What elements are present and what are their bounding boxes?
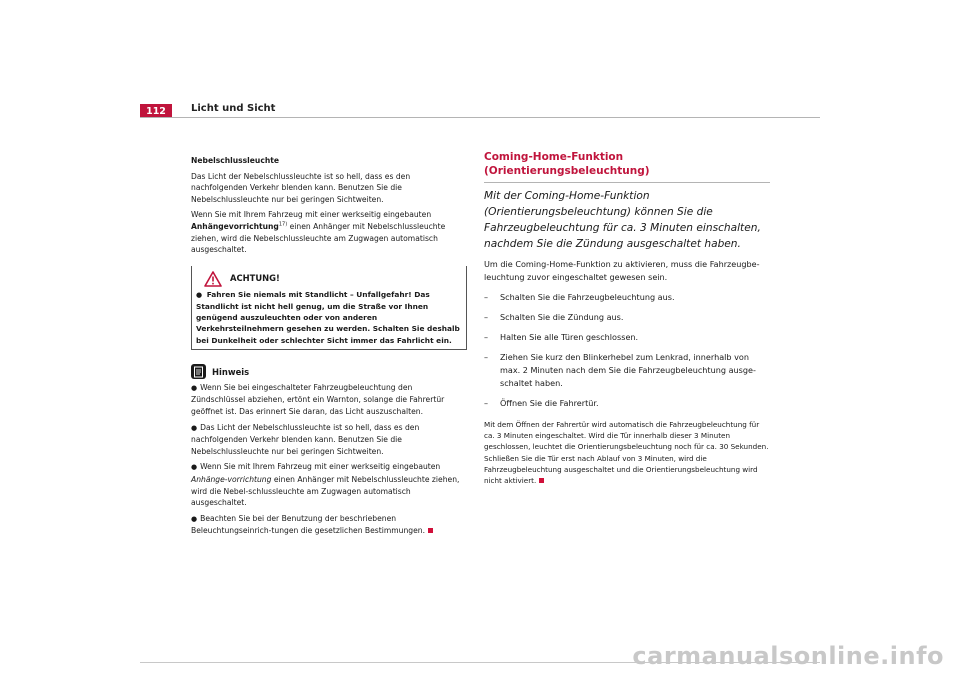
footnote-ref[interactable]: 17) [278, 221, 288, 228]
dash: – [484, 312, 489, 322]
warning-header [196, 266, 462, 289]
bullet: ● [191, 423, 198, 432]
warning-title: ACHTUNG! [230, 272, 280, 283]
note-title: Hinweis [212, 367, 250, 378]
left-column [191, 155, 467, 541]
step-item [484, 311, 770, 324]
paragraph-2-start: Wenn Sie mit Ihrem Fahrzeug mit einer werkseitig eingebauten [191, 210, 432, 220]
note-header [191, 364, 467, 379]
note-list [191, 382, 467, 537]
paragraph-2 [191, 209, 467, 255]
bullet: ● [191, 463, 198, 472]
section-rule [484, 182, 770, 183]
closing-text: Mit dem Öffnen der Fahrertür wird automatisch die Fahrzeugbeleuchtung für ca. 3 Minuten eingeschaltet. Wird die Tür innerhalb dieser 3 Minuten geschlossen, leuchtet die Orientierungsbeleuchtung noch für ca. 30 Sekunden. Schließen Sie die Tür erst nach Ablauf von 3 Minuten, wird die Fahrzeugbeleuchtung ausgeschaltet und die Orientierungsbeleuchtung wird nicht aktiviert. [484, 420, 769, 486]
step-text: Öffnen Sie die Fahrertür. [500, 398, 599, 408]
header-rule [140, 117, 820, 118]
note-item [191, 513, 467, 537]
note-item-italic: Anhänge-vorrichtung [191, 474, 272, 484]
dash: – [484, 398, 489, 408]
note-item [191, 461, 467, 508]
step-item [484, 331, 770, 344]
dash: – [484, 332, 489, 342]
watermark[interactable]: carmanualsonline.info [632, 642, 944, 670]
bullet: ● [191, 383, 198, 392]
step-item [484, 351, 770, 390]
warning-triangle-icon [204, 271, 222, 287]
dash: – [484, 352, 489, 362]
steps-list [484, 291, 770, 410]
warning-box [191, 266, 467, 350]
note-item-text: Wenn Sie bei eingeschalteter Fahrzeugbeleuchtung den Zündschlüssel abziehen, ertönt ein Warnton, solange die Fahrertür geöffnet ist. Das erinnert Sie daran, das Licht auszuschalten. [191, 382, 445, 416]
note-item-text: Das Licht der Nebelschlussleuchte ist so hell, dass es den nachfolgenden Verkehr blenden kann. Benutzen Sie die Nebelschlussleuchte nur bei geringen Sichtweiten. [191, 422, 420, 456]
intro-paragraph: Um die Coming-Home-Funktion zu aktivieren, muss die Fahrzeugbe-leuchtung zuvor eingeschaltet gewesen sein. [484, 259, 760, 282]
lead-paragraph: Mit der Coming-Home-Funktion (Orientierungsbeleuchtung) können Sie die Fahrzeugbeleuchtung für ca. 3 Minuten einschalten, nachdem Sie die Zündung ausgeschaltet haben. [484, 190, 761, 250]
warning-body: Fahren Sie niemals mit Standlicht – Unfallgefahr! Das Standlicht ist nicht hell genug, um die Straße vor Ihnen genügend auszuleuchten oder von anderen Verkehrsteilnehmern gesehen zu werden. Schalten Sie deshalb bei Dunkelheit oder schlechter Sicht immer das Fahrlicht ein. [196, 289, 460, 345]
page-number: 112 [140, 104, 172, 118]
step-item [484, 291, 770, 304]
dash: – [484, 292, 489, 302]
step-item [484, 397, 770, 410]
step-text: Schalten Sie die Fahrzeugbeleuchtung aus. [500, 292, 675, 302]
paragraph-1: Das Licht der Nebelschlussleuchte ist so hell, dass es den nachfolgenden Verkehr blenden kann. Benutzen Sie die Nebelschlussleuchte nur bei geringen Sichtweiten. [191, 171, 411, 204]
bullet: ● [196, 290, 203, 299]
bullet: ● [191, 514, 198, 523]
paragraph-2-end: einen Anhänger mit Nebelschlussleuchte ziehen, wird die Nebelschlussleuchte am Zugwagen automatisch ausgeschaltet. [191, 221, 446, 255]
running-title: Licht und Sicht [191, 103, 276, 114]
note-item-text: Beachten Sie bei der Benutzung der beschriebenen Beleuchtungseinrich-tungen die gesetzlichen Bestimmungen. [191, 513, 425, 536]
note-item [191, 382, 467, 418]
term-anhaengevorrichtung: Anhängevorrichtung [191, 221, 279, 231]
note-item-text: einen Anhänger mit Nebelschlussleuchte ziehen, wird die Nebel-schlussleuchte am Zugwagen automatisch ausgeschaltet. [191, 474, 460, 508]
note-icon [191, 364, 206, 379]
end-mark [428, 528, 433, 533]
end-mark [539, 478, 544, 483]
subheading-nebelschlussleuchte: Nebelschlussleuchte [191, 156, 280, 165]
step-text: Schalten Sie die Zündung aus. [500, 312, 624, 322]
note-item-text: Wenn Sie mit Ihrem Fahrzeug mit einer werkseitig eingebauten [200, 462, 441, 472]
closing-paragraph [484, 419, 770, 486]
step-text: Ziehen Sie kurz den Blinkerhebel zum Lenkrad, innerhalb von max. 2 Minuten nach dem Sie die Fahrzeugbeleuchtung ausge-schaltet haben. [500, 352, 756, 388]
step-text: Halten Sie alle Türen geschlossen. [500, 332, 639, 342]
note-item [191, 422, 467, 458]
warning-text [196, 289, 462, 346]
section-title: Coming-Home-Funktion (Orientierungsbeleuchtung) [484, 151, 650, 177]
right-column [484, 150, 770, 486]
